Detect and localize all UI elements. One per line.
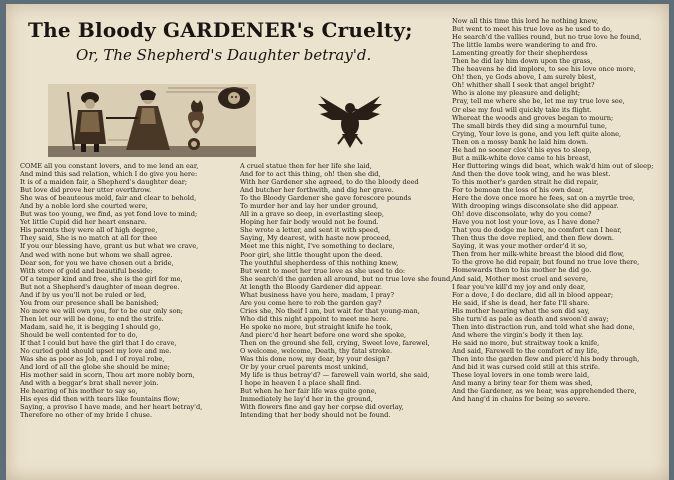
verse-line: Should be well contented for to do, <box>20 330 138 339</box>
verse-line: She wrote a letter, and sent it with speed, <box>240 226 381 235</box>
verse-line: Then thus the dove replied, and then flew down. <box>452 234 614 243</box>
verse-line: Then let our will be done, to end the strife. <box>20 314 164 323</box>
verse-line: Pray, tell me where she be, let me my true love see, <box>452 97 625 106</box>
verse-line: All in a grave so deep, in everlasting sleep, <box>240 210 384 219</box>
verse-line: And lord of all the globe she should be mine; <box>20 363 170 372</box>
verse-line: And butcher her forthwith, and dig her grave. <box>240 186 394 195</box>
verse-line: Madam, said he, it is begging I should go, <box>20 322 161 331</box>
verse-line: Here the dove once more he fees, sat on a myrtle tree, <box>452 194 635 203</box>
verse-line: Or else my foul will quickly take its flight. <box>452 105 592 114</box>
verse-line: To the grove he did repair, but found no true love there, <box>452 258 640 267</box>
verse-line: He spoke no more, but straight knife he took, <box>240 322 393 331</box>
verse-line: They said, She is no match at all for thee <box>20 234 158 243</box>
verse-line: For to bemoan the loss of his own dear, <box>452 185 584 194</box>
verse-line: No more we will own you, for to be our only son; <box>20 306 184 315</box>
verse-line: That you do dodge me here, no comfort can I hear, <box>452 226 622 235</box>
verse-line: He had no sooner clos'd his eyes to sleep, <box>452 145 592 154</box>
ballad-column-3 <box>452 17 666 403</box>
ballad-subtitle: Or, The Shepherd's Daughter betray'd. <box>76 46 372 64</box>
verse-line: A cruel statue then for her life she laid, <box>240 162 372 170</box>
verse-line: And bid it was cursed cold still at this strife. <box>452 363 601 372</box>
woodcut-illustration <box>48 84 256 157</box>
verse-line: Immediately he lay'd her in the ground, <box>240 395 373 404</box>
verse-line: But when he her fair life was quite gone, <box>240 387 377 396</box>
verse-line: The small birds they did sing a mournful tune, <box>452 121 607 130</box>
verse-line: Have you not lost your love, as I have done? <box>452 218 600 227</box>
verse-line: Homewards then to his mother he did go. <box>452 266 592 275</box>
verse-line: Intending that her body should not be found. <box>240 411 391 420</box>
verse-line: And mind this sad relation, which I do give you here: <box>20 170 198 179</box>
verse-line: Hoping her fair body would not be found. <box>240 218 379 227</box>
verse-line: At length the Bloody Gardener did appear. <box>240 282 382 291</box>
verse-line: Oh! then, ye Gods above, I am surely blest, <box>452 73 597 82</box>
verse-line: With store of gold and beautiful beside; <box>20 266 153 275</box>
verse-line: But love did prove her utter overthrow. <box>20 186 152 195</box>
verse-line: These loyal lovers in one tomb were laid, <box>452 371 590 380</box>
verse-line: But went to meet her true love as she used to do: <box>240 266 406 275</box>
verse-line: Saying, a proviso I have made, and her heart betray'd, <box>20 403 203 412</box>
verse-line: But not a Shepherd's daughter of mean degree. <box>20 282 180 291</box>
verse-line: But went to meet his true love as he used to do, <box>452 25 613 34</box>
verse-line: His eyes did then with tears like fountains flow; <box>20 395 180 404</box>
verse-line: And with a beggar's brat shall never join. <box>20 379 159 388</box>
verse-line: And where the virgin's body it then lay. <box>452 330 584 339</box>
verse-line: Oh! dove disconsolate, why do you come? <box>452 210 592 219</box>
verse-line: He said no more, but straitway took a knife, <box>452 338 600 347</box>
verse-line: Who did this night appoint to meet me here. <box>240 314 389 323</box>
verse-line: Therefore no other of my bride I chuse. <box>20 411 153 420</box>
verse-line: The little lambs were wandering to and fro. <box>452 41 598 50</box>
verse-line: She was of beauteous mold, fair and clear to behold, <box>20 194 197 203</box>
verse-line: The heavens he did implore, to see his love once more, <box>452 65 636 74</box>
ballad-sheet <box>6 4 669 480</box>
verse-line: And said, Mother most cruel and severe, <box>452 274 589 283</box>
verse-line: Then on the ground she fell, crying, Sweet love, farewel, <box>240 339 430 348</box>
verse-line: She turn'd as pale as death and swoon'd away; <box>452 314 609 323</box>
verse-line: With her Gardener she agreed, to do the bloody deed <box>240 178 419 187</box>
verse-line: But was too young, we find, as yet fond love to mind; <box>20 210 198 219</box>
verse-line: His mother hearing what the son did say, <box>452 306 590 315</box>
ballad-column-1 <box>20 162 242 420</box>
verse-line: He said, if she is dead, her fate I'll share. <box>452 298 590 307</box>
verse-line: For a dove, I do declare, did all in blood appear; <box>452 290 614 299</box>
verse-line: He search'd the vallies round, but no true love he found, <box>452 33 642 42</box>
verse-line: COME all you constant lovers, and to me lend an ear, <box>20 162 199 170</box>
eagle-ornament <box>314 90 386 152</box>
verse-line: Whereat the woods and groves began to mourn; <box>452 113 614 122</box>
verse-line: Are you come here to rob the garden gay? <box>240 298 382 307</box>
verse-line: Dear son, for you we have chosen out a bride, <box>20 258 174 267</box>
verse-line: And by a noble lord she courted were, <box>20 202 148 211</box>
verse-line: And the Gardener, as we hear, was apprehended there, <box>452 387 637 396</box>
verse-line: His parents they were all of high degree, <box>20 226 158 235</box>
verse-line: And pierc'd her heart before one word she spoke, <box>240 330 407 339</box>
verse-line: She search'd the garden all around, but no true love she found, <box>240 274 453 283</box>
verse-line: But a milk-white dove came to his breast, <box>452 153 591 162</box>
verse-line: Cries she, No theif I am, but wait for that young-man, <box>240 306 420 315</box>
verse-line: And wed with none but whom we shall agree. <box>20 250 173 259</box>
verse-line: With drooping wings disconsolate she did appear. <box>452 202 619 211</box>
verse-line: If that I could but have the girl that I do crave, <box>20 339 177 348</box>
verse-line: And if by us you'll not be ruled or led, <box>20 290 147 299</box>
verse-line: The youthful shepherdess of this nothing knew, <box>240 258 399 267</box>
verse-line: Then on a mossy bank he laid him down. <box>452 137 589 146</box>
verse-line: Now all this time this lord he nothing knew, <box>452 17 599 25</box>
verse-line: To this mother's garden strait he did repair, <box>452 177 599 186</box>
verse-line: With flowers fine and gay her corpse did overlay, <box>240 403 404 412</box>
verse-line: If you our blessing have, grant us but what we crave, <box>20 242 199 251</box>
verse-line: Was this done now, my dear, by your design? <box>240 355 390 364</box>
verse-line: And for to act this thing, oh! then she did, <box>240 170 381 179</box>
verse-line: Yet little Cupid did her heart ensnare. <box>20 218 147 227</box>
verse-line: Then he did lay him down upon the grass, <box>452 57 593 66</box>
verse-line: What business have you here, madam, I pray? <box>240 290 395 299</box>
verse-line: To murder her and lay her under ground, <box>240 202 379 211</box>
verse-line: Crying, Your love is gone, and you left quite alone, <box>452 129 622 138</box>
verse-line: Her fluttering wings did beat, which wak'd him out of sleep; <box>452 161 654 170</box>
verse-line: Or by your cruel parents most unkind, <box>240 363 369 372</box>
verse-line: Meet me this night, I've something to declare, <box>240 242 395 251</box>
verse-line: And then the dove took wing, and he was blest. <box>452 169 611 178</box>
verse-line: Then from her milk-white breast the blood did flow, <box>452 250 625 259</box>
verse-line: Saying, it was your mother order'd it so, <box>452 242 588 251</box>
verse-line: He hearing of his mother to say so, <box>20 387 138 396</box>
verse-line: Poor girl, she little thought upon the deed. <box>240 250 383 259</box>
verse-line: Who is alone my pleasure and delight; <box>452 89 581 98</box>
verse-line: His mother said in scorn, Thou art more nobly born, <box>20 371 195 380</box>
verse-line: I hope in heaven I a place shall find. <box>240 379 362 388</box>
verse-line: Saying, My dearest, with haste now proceed, <box>240 234 391 243</box>
verse-line: You from our presence shall be banished; <box>20 298 159 307</box>
ballad-column-2 <box>240 162 455 420</box>
verse-line: Lamenting greatly for their shepherdess <box>452 49 588 58</box>
verse-line: It is of a maiden fair, a Shepherd's daughter dear; <box>20 178 188 187</box>
verse-line: I fear you've kill'd my joy and only dear, <box>452 282 586 291</box>
ballad-title: The Bloody GARDENER's Cruelty; <box>28 18 413 42</box>
verse-line: Oh! whither shall I seek that angel bright? <box>452 81 595 90</box>
verse-line: Was she as poor as Job, and I of royal robe, <box>20 355 165 364</box>
verse-line: And hang'd in chains for being so severe. <box>452 395 591 404</box>
verse-line: No curled gold should upset my love and me. <box>20 347 172 356</box>
verse-line: Of a temper kind and free, she is the girl for me, <box>20 274 183 283</box>
verse-line: My life is thus betray'd? — farewell vain world, she said, <box>240 371 430 380</box>
verse-line: O welcome, welcome, Death, thy fatal stroke. <box>240 347 393 356</box>
verse-line: And many a briny tear for them was shed, <box>452 379 593 388</box>
verse-line: Then into distraction run, and told what she had done, <box>452 322 635 331</box>
verse-line: And said, Farewell to the comfort of my life, <box>452 346 600 355</box>
verse-line: To the Bloody Gardener she gave forescore pounds <box>240 194 412 203</box>
verse-line: Then into the garden flew and pierc'd his body through, <box>452 354 640 363</box>
